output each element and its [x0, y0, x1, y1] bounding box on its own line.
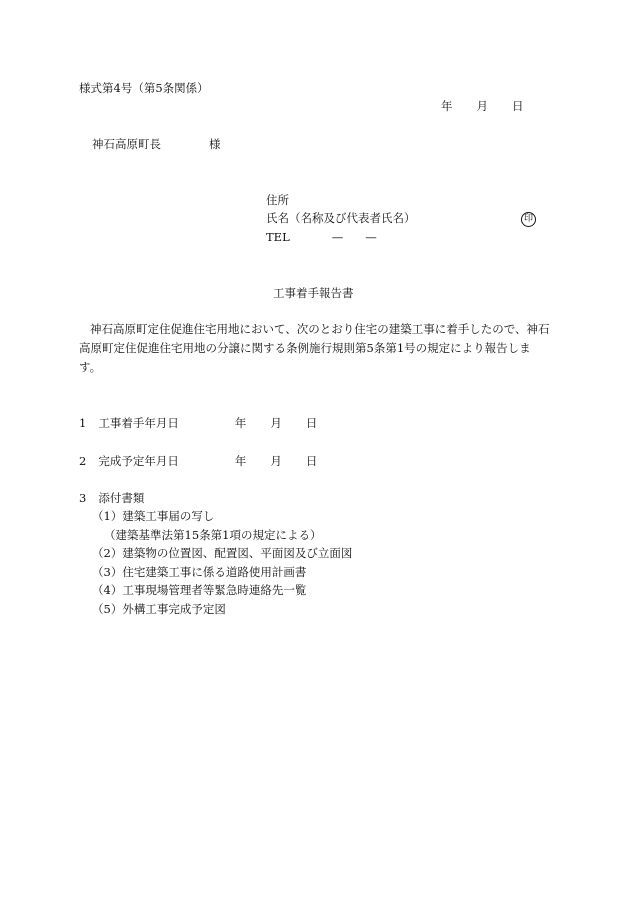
addressee-honorific: 様 [209, 137, 221, 151]
item-1 [79, 417, 317, 431]
body-paragraph: 神石高原町定住促進住宅用地において、次のとおり住宅の建築工事に着手したので、神石高原町定住促進住宅用地の分譲に関する条例施行規則第5条第1号の規定により報告します。 [79, 322, 550, 374]
tel-dash-1: — [331, 230, 344, 244]
item-1-month: 月 [270, 416, 282, 430]
seal-icon: 印 [521, 211, 536, 227]
applicant-tel [266, 231, 377, 245]
item-3 [79, 492, 144, 506]
tel-dash-2: — [365, 230, 377, 244]
attachment-1: （1）建築工事届の写し [92, 509, 215, 523]
date-month: 月 [476, 99, 488, 113]
date-day: 日 [512, 99, 524, 113]
item-2-label: 完成予定年月日 [98, 454, 179, 468]
item-1-day: 日 [305, 416, 318, 430]
date-year: 年 [441, 99, 453, 113]
tel-label: TEL [266, 230, 290, 244]
date-line [441, 100, 524, 114]
item-2-year: 年 [234, 454, 247, 468]
form-number: 様式第4号（第5条関係） [79, 81, 209, 95]
item-1-year: 年 [234, 416, 247, 430]
item-1-number: 1 [79, 416, 87, 430]
item-2-day: 日 [305, 454, 318, 468]
applicant-name-label: 氏名（名称及び代表者氏名） [266, 211, 416, 225]
attachment-5: （5）外構工事完成予定図 [92, 602, 226, 616]
document-title: 工事着手報告書 [273, 286, 354, 300]
item-2-number: 2 [79, 454, 87, 468]
attachment-3: （3）住宅建築工事に係る道路使用計画書 [92, 565, 307, 579]
attachment-1-note: （建築基準法第15条第1項の規定による） [104, 528, 322, 542]
applicant-address-label: 住所 [266, 193, 289, 207]
item-3-number: 3 [79, 491, 87, 505]
attachment-2: （2）建築物の位置図、配置図、平面図及び立面図 [92, 546, 353, 560]
addressee-name: 神石高原町長 [92, 137, 161, 151]
item-2-month: 月 [270, 454, 282, 468]
item-3-label: 添付書類 [98, 491, 145, 505]
attachment-4: （4）工事現場管理者等緊急時連絡先一覧 [92, 583, 307, 597]
addressee [92, 138, 221, 152]
item-2 [79, 455, 317, 469]
item-1-label: 工事着手年月日 [98, 416, 179, 430]
